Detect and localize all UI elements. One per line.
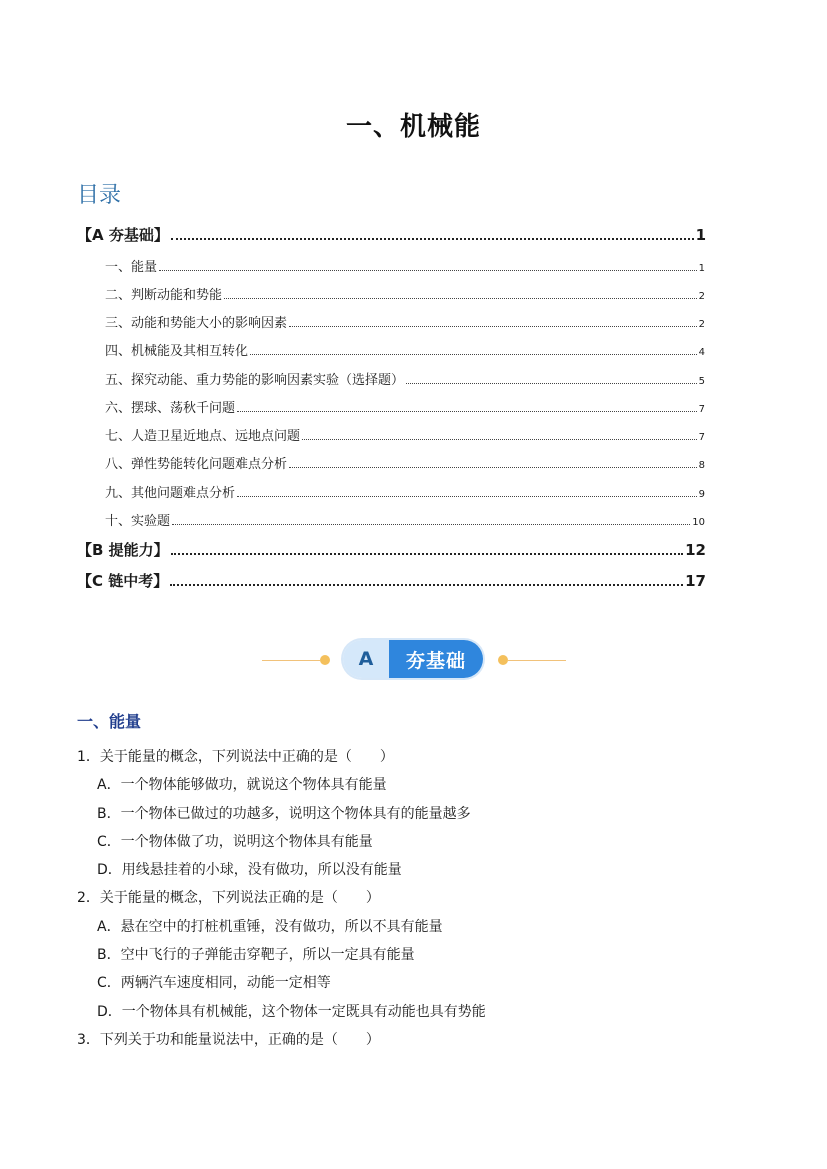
toc-entry-page: 8 — [698, 460, 705, 471]
toc-entry-page: 10 — [692, 517, 705, 528]
toc-entry-label: 一、能量 — [105, 260, 158, 275]
toc-entry-a[interactable] — [77, 224, 706, 245]
toc-entry-b[interactable] — [77, 539, 706, 560]
option-d: D．一个物体具有机械能，这个物体一定既具有动能也具有势能 — [97, 1004, 486, 1020]
toc-entry-page: 7 — [698, 432, 705, 443]
toc-entry-3[interactable] — [105, 312, 705, 331]
toc-entry-page: 9 — [698, 489, 705, 500]
option-b: B．空中飞行的子弹能击穿靶子，所以一定具有能量 — [97, 947, 415, 963]
toc-entry-label: 【B 提能力】 — [77, 541, 169, 559]
toc-entry-label: 【A 夯基础】 — [77, 226, 169, 244]
toc-entry-page: 1 — [695, 226, 706, 244]
option-a: A．一个物体能够做功，就说这个物体具有能量 — [97, 777, 387, 793]
toc-leader-dots — [171, 238, 694, 240]
toc-entry-label: 二、判断动能和势能 — [105, 288, 223, 303]
question-stem: 3．下列关于功和能量说法中，正确的是（ ） — [77, 1032, 380, 1048]
toc-entry-page: 2 — [698, 291, 705, 302]
toc-leader-dots — [172, 524, 690, 525]
toc-entry-10[interactable] — [105, 510, 705, 529]
toc-entry-label: 四、机械能及其相互转化 — [105, 344, 249, 359]
toc-entry-2[interactable] — [105, 284, 705, 303]
toc-leader-dots — [170, 584, 683, 586]
toc-leader-dots — [159, 270, 697, 271]
toc-entry-page: 17 — [685, 572, 706, 590]
toc-entry-label: 五、探究动能、重力势能的影响因素实验（选择题） — [105, 373, 405, 388]
toc-leader-dots — [237, 411, 697, 412]
banner-letter: A — [343, 640, 389, 678]
option-c: C．两辆汽车速度相同，动能一定相等 — [97, 975, 331, 991]
toc-entry-c[interactable] — [77, 570, 706, 591]
question-stem: 2．关于能量的概念，下列说法正确的是（ ） — [77, 890, 380, 906]
toc-entry-5[interactable] — [105, 369, 705, 388]
toc-entry-label: 【C 链中考】 — [77, 572, 169, 590]
toc-entry-8[interactable] — [105, 453, 705, 472]
toc-entry-1[interactable] — [105, 256, 705, 275]
toc-leader-dots — [224, 298, 697, 299]
toc-entry-page: 5 — [698, 376, 705, 387]
toc-leader-dots — [406, 383, 697, 384]
banner-line-right — [508, 660, 566, 661]
page-title: 一、机械能 — [345, 112, 481, 142]
toc-leader-dots — [171, 553, 683, 555]
option-d: D．用线悬挂着的小球，没有做功，所以没有能量 — [97, 862, 402, 878]
banner-pill — [343, 640, 483, 678]
toc-entry-page: 1 — [698, 263, 705, 274]
banner-dot-left — [320, 655, 330, 665]
toc-entry-page: 7 — [698, 404, 705, 415]
toc-entry-7[interactable] — [105, 425, 705, 444]
toc-leader-dots — [289, 326, 697, 327]
banner-line-left — [262, 660, 320, 661]
toc-entry-label: 八、弹性势能转化问题难点分析 — [105, 457, 288, 472]
toc-entry-6[interactable] — [105, 397, 705, 416]
toc-entry-page: 12 — [685, 541, 706, 559]
banner-dot-right — [498, 655, 508, 665]
banner-text: 夯基础 — [389, 640, 483, 678]
toc-entry-page: 4 — [698, 347, 705, 358]
option-b: B．一个物体已做过的功越多，说明这个物体具有的能量越多 — [97, 806, 471, 822]
question-stem: 1．关于能量的概念，下列说法中正确的是（ ） — [77, 749, 394, 765]
toc-entry-label: 七、人造卫星近地点、远地点问题 — [105, 429, 301, 444]
section-banner — [262, 640, 567, 682]
option-a: A．悬在空中的打桩机重锤，没有做功，所以不具有能量 — [97, 919, 443, 935]
toc-heading: 目录 — [77, 183, 122, 208]
option-c: C．一个物体做了功，说明这个物体具有能量 — [97, 834, 373, 850]
toc-leader-dots — [302, 439, 697, 440]
toc-entry-page: 2 — [698, 319, 705, 330]
toc-leader-dots — [289, 467, 697, 468]
toc-entry-label: 九、其他问题难点分析 — [105, 486, 236, 501]
toc-entry-4[interactable] — [105, 340, 705, 359]
toc-entry-label: 六、摆球、荡秋千问题 — [105, 401, 236, 416]
toc-entry-label: 十、实验题 — [105, 514, 171, 529]
toc-leader-dots — [237, 496, 697, 497]
toc-entry-label: 三、动能和势能大小的影响因素 — [105, 316, 288, 331]
toc-leader-dots — [250, 354, 697, 355]
section-heading: 一、能量 — [77, 712, 142, 731]
toc-entry-9[interactable] — [105, 482, 705, 501]
